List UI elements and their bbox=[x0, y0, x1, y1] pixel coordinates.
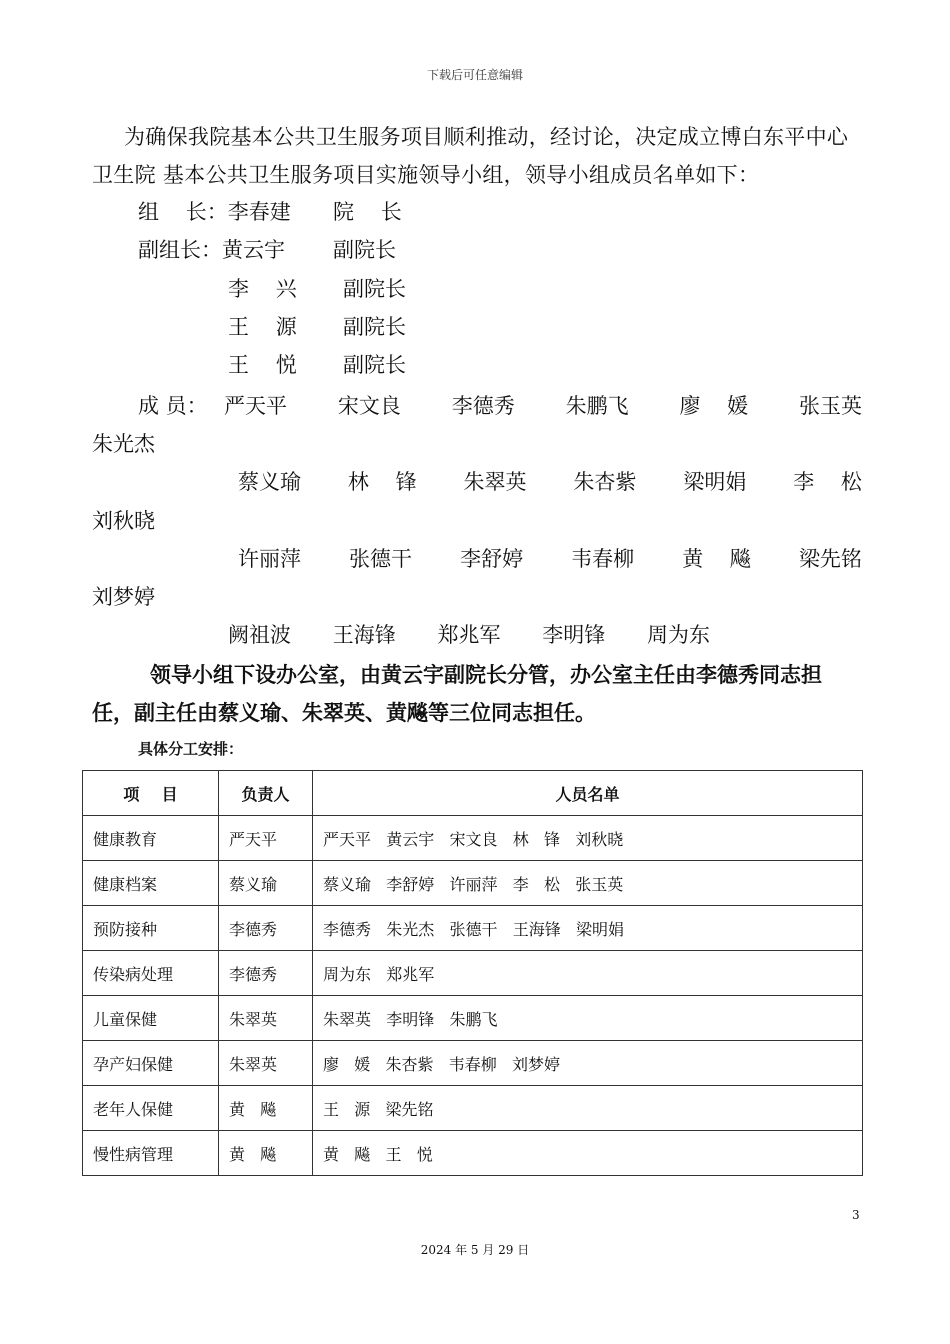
member-name: 梁明娟 bbox=[683, 470, 747, 494]
table-cell: 朱翠英 bbox=[219, 996, 313, 1041]
table-cell: 严天平 黄云宇 宋文良 林 锋 刘秋晓 bbox=[313, 816, 863, 861]
member-name: 黄 飚 bbox=[682, 547, 751, 571]
member-row-4 bbox=[228, 619, 710, 649]
table-row bbox=[83, 816, 863, 861]
deputy-title: 副院长 bbox=[333, 238, 396, 262]
table-cell: 蔡义瑜 bbox=[219, 861, 313, 906]
member-name: 韦春柳 bbox=[571, 547, 635, 571]
table-row bbox=[83, 1041, 863, 1086]
column-header: 项 目 bbox=[83, 771, 219, 816]
member-name: 朱翠英 bbox=[463, 470, 527, 494]
deputy-line-2 bbox=[228, 273, 406, 303]
members-label: 成 员： bbox=[138, 394, 208, 418]
section-subheading: 具体分工安排： bbox=[138, 740, 244, 758]
member-name: 林 锋 bbox=[347, 470, 417, 494]
table-cell: 慢性病管理 bbox=[83, 1131, 219, 1176]
table-header-row bbox=[83, 771, 863, 816]
deputy-title: 副院长 bbox=[343, 353, 406, 377]
deputy-line-3 bbox=[228, 311, 406, 341]
member-name: 朱鹏飞 bbox=[565, 394, 629, 418]
leader-line bbox=[138, 196, 402, 226]
assignment-table bbox=[82, 770, 863, 1176]
table-row bbox=[83, 1131, 863, 1176]
deputy-line-1 bbox=[138, 234, 396, 264]
table-row bbox=[83, 1086, 863, 1131]
member-name: 宋文良 bbox=[337, 394, 401, 418]
table-cell: 朱翠英 bbox=[219, 1041, 313, 1086]
leader-title: 院 长 bbox=[333, 200, 402, 224]
deputy-name: 王 悦 bbox=[228, 353, 297, 377]
table-row bbox=[83, 951, 863, 996]
table-cell: 黄 飚 bbox=[219, 1086, 313, 1131]
table-cell: 健康档案 bbox=[83, 861, 219, 906]
member-wrap: 刘梦婷 bbox=[92, 585, 155, 609]
table-cell: 健康教育 bbox=[83, 816, 219, 861]
member-row-3 bbox=[238, 543, 862, 573]
member-name: 梁先铭 bbox=[798, 547, 862, 571]
table-cell: 严天平 bbox=[219, 816, 313, 861]
table-cell: 预防接种 bbox=[83, 906, 219, 951]
member-name: 周为东 bbox=[647, 623, 710, 647]
table-row bbox=[83, 906, 863, 951]
column-header: 人员名单 bbox=[313, 771, 863, 816]
column-header: 负责人 bbox=[219, 771, 313, 816]
table-cell: 李德秀 bbox=[219, 951, 313, 996]
member-name: 许丽萍 bbox=[238, 547, 301, 571]
member-name: 李 松 bbox=[793, 470, 862, 494]
member-name: 严天平 bbox=[224, 394, 287, 418]
table-cell: 传染病处理 bbox=[83, 951, 219, 996]
member-row-1 bbox=[224, 390, 862, 420]
table-cell: 老年人保健 bbox=[83, 1086, 219, 1131]
table-cell: 廖 媛 朱杏紫 韦春柳 刘梦婷 bbox=[313, 1041, 863, 1086]
member-wrap: 朱光杰 bbox=[92, 432, 155, 456]
member-name: 李明锋 bbox=[542, 623, 606, 647]
member-name: 李德秀 bbox=[451, 394, 515, 418]
member-name: 阙祖波 bbox=[228, 623, 291, 647]
member-name: 廖 媛 bbox=[679, 394, 749, 418]
office-note: 领导小组下设办公室，由黄云宇副院长分管，办公室主任由李德秀同志担任，副主任由蔡义瑜、朱翠英、黄飚等三位同志担任。 bbox=[92, 663, 822, 725]
footer-date: 2024 年 5 月 29 日 bbox=[420, 1243, 530, 1257]
deputy-title: 副院长 bbox=[343, 277, 406, 301]
member-name: 张玉英 bbox=[799, 394, 862, 418]
table-cell: 儿童保健 bbox=[83, 996, 219, 1041]
table-cell: 蔡义瑜 李舒婷 许丽萍 李 松 张玉英 bbox=[313, 861, 863, 906]
deputy-title: 副院长 bbox=[343, 315, 406, 339]
member-name: 王海锋 bbox=[332, 623, 396, 647]
table-cell: 李德秀 bbox=[219, 906, 313, 951]
deputy-name: 李 兴 bbox=[228, 277, 297, 301]
leader-label: 组 长： bbox=[138, 200, 228, 224]
table-row bbox=[83, 861, 863, 906]
deputy-name: 王 源 bbox=[228, 315, 297, 339]
member-row-2 bbox=[238, 466, 862, 496]
page-header: 下载后可任意编辑 bbox=[426, 68, 523, 82]
table-cell: 王 源 梁先铭 bbox=[313, 1086, 863, 1131]
member-name: 郑兆军 bbox=[437, 623, 501, 647]
table-cell: 李德秀 朱光杰 张德干 王海锋 梁明娟 bbox=[313, 906, 863, 951]
deputy-name: 黄云宇 bbox=[222, 238, 285, 262]
member-name: 朱杏紫 bbox=[573, 470, 637, 494]
table-cell: 朱翠英 李明锋 朱鹏飞 bbox=[313, 996, 863, 1041]
leader-name: 李春建 bbox=[227, 200, 291, 224]
member-name: 李舒婷 bbox=[460, 547, 524, 571]
member-wrap: 刘秋晓 bbox=[92, 509, 155, 533]
deputy-label: 副组长： bbox=[138, 238, 222, 262]
member-name: 张德干 bbox=[349, 547, 413, 571]
table-cell: 黄 飚 王 悦 bbox=[313, 1131, 863, 1176]
page-number: 3 bbox=[852, 1208, 860, 1222]
table-cell: 周为东 郑兆军 bbox=[313, 951, 863, 996]
table-cell: 黄 飚 bbox=[219, 1131, 313, 1176]
table-cell: 孕产妇保健 bbox=[83, 1041, 219, 1086]
member-name: 蔡义瑜 bbox=[238, 470, 301, 494]
table-row bbox=[83, 996, 863, 1041]
intro-paragraph: 为确保我院基本公共卫生服务项目顺利推动，经讨论，决定成立博白东平中心卫生院 基本公共卫生服务项目实施领导小组，领导小组成员名单如下： bbox=[92, 125, 849, 187]
deputy-line-4 bbox=[228, 349, 406, 379]
